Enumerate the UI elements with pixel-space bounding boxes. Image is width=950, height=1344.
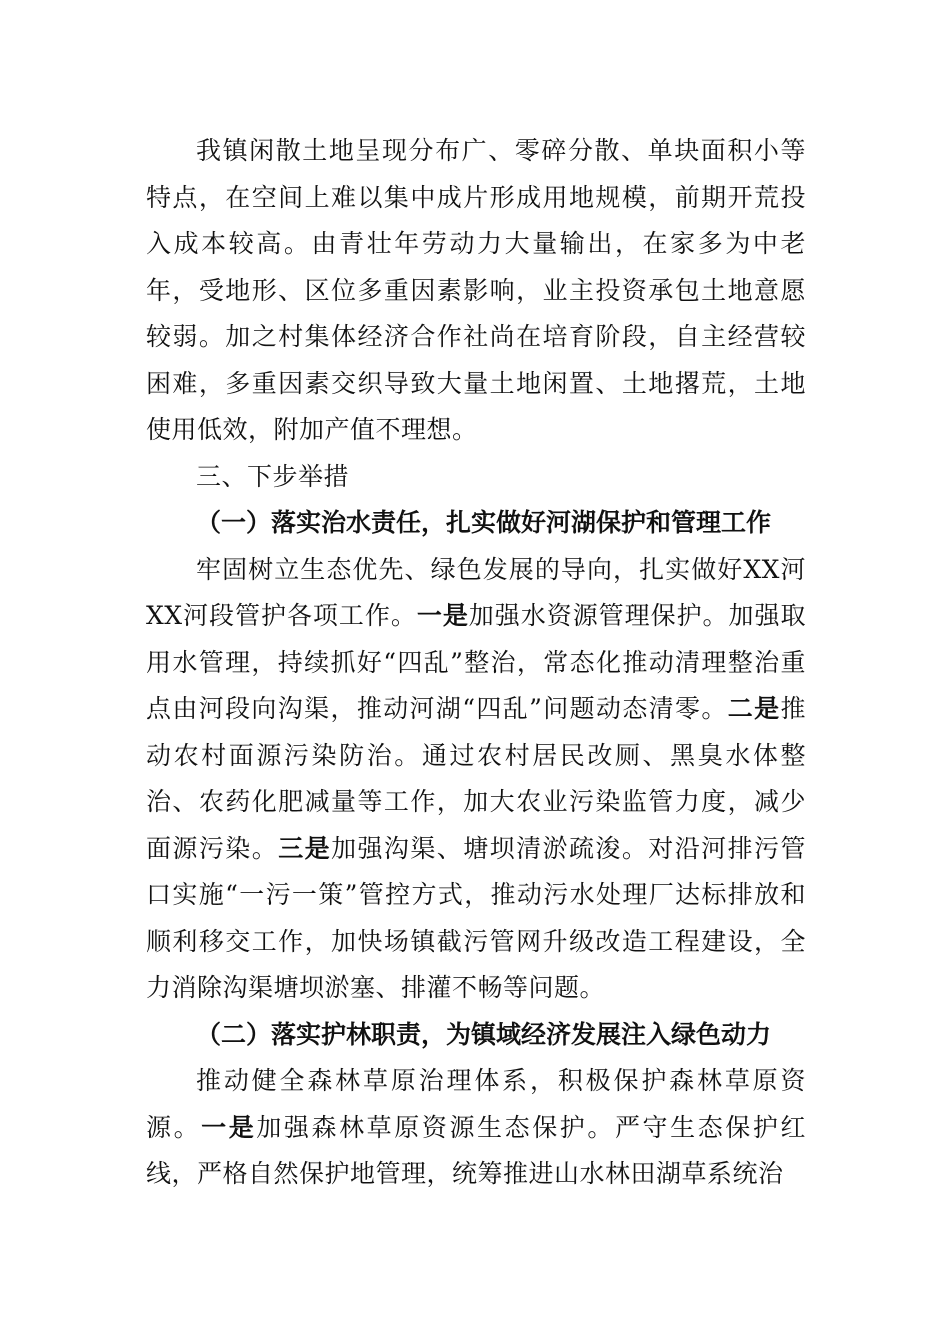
document-page: [146, 128, 806, 1198]
section-heading-next-steps: 三、下步举措: [196, 461, 350, 491]
lead-first: 一是: [201, 1112, 257, 1142]
paragraph-intro: 牢固树立生态优先、绿色发展的导向，扎实做好XX河XX河段管护各项工作。: [146, 554, 806, 630]
paragraph-water-measures: [146, 547, 806, 1012]
measure-text: 加强水资源管理保护。加强取用水管理，持续抓好“四乱”整治，常态化推动清理整治重点由河段向沟渠，推动河湖“四乱”问题动态清零。: [146, 601, 806, 723]
lead-third: 三是: [278, 833, 332, 863]
paragraph-forest-measures: [146, 1058, 806, 1198]
measure-text: 推动农村面源污染防治。通过农村居民改厕、黑臭水体整治、农药化肥减量等工作，加大农业污染监管力度，减少面源污染。: [146, 694, 806, 863]
subheading-water-governance: （一）落实治水责任，扎实做好河湖保护和管理工作: [196, 508, 772, 537]
measure-text: 加强森林草原资源生态保护。严守生态保护红线，严格自然保护地管理，统筹推进山水林田湖草系统治: [146, 1112, 806, 1188]
lead-first: 一是: [416, 601, 469, 630]
lead-second: 二是: [727, 694, 781, 723]
paragraph-land-issues: 我镇闲散土地呈现分布广、零碎分散、单块面积小等特点，在空间上难以集中成片形成用地规模，前期开荒投入成本较高。由青壮年劳动力大量输出，在家多为中老年，受地形、区位多重因素影响，业主投资承包土地意愿较弱。加之村集体经济合作社尚在培育阶段，自主经营较困难，多重因素交织导致大量土地闲置、土地撂荒，土地使用低效，附加产值不理想。: [146, 136, 806, 444]
subheading-forest-protection: （二）落实护林职责，为镇域经济发展注入绿色动力: [196, 1019, 772, 1049]
paragraph-intro: 推动健全森林草原治理体系，积极保护森林草原资源。: [146, 1066, 806, 1142]
measure-text: 加强沟渠、塘坝清淤疏浚。对沿河排污管口实施“一污一策”管控方式，推动污水处理厂达标排放和顺利移交工作，加快场镇截污管网升级改造工程建设，全力消除沟渠塘坝淤塞、排灌不畅等问题。: [146, 833, 806, 1002]
